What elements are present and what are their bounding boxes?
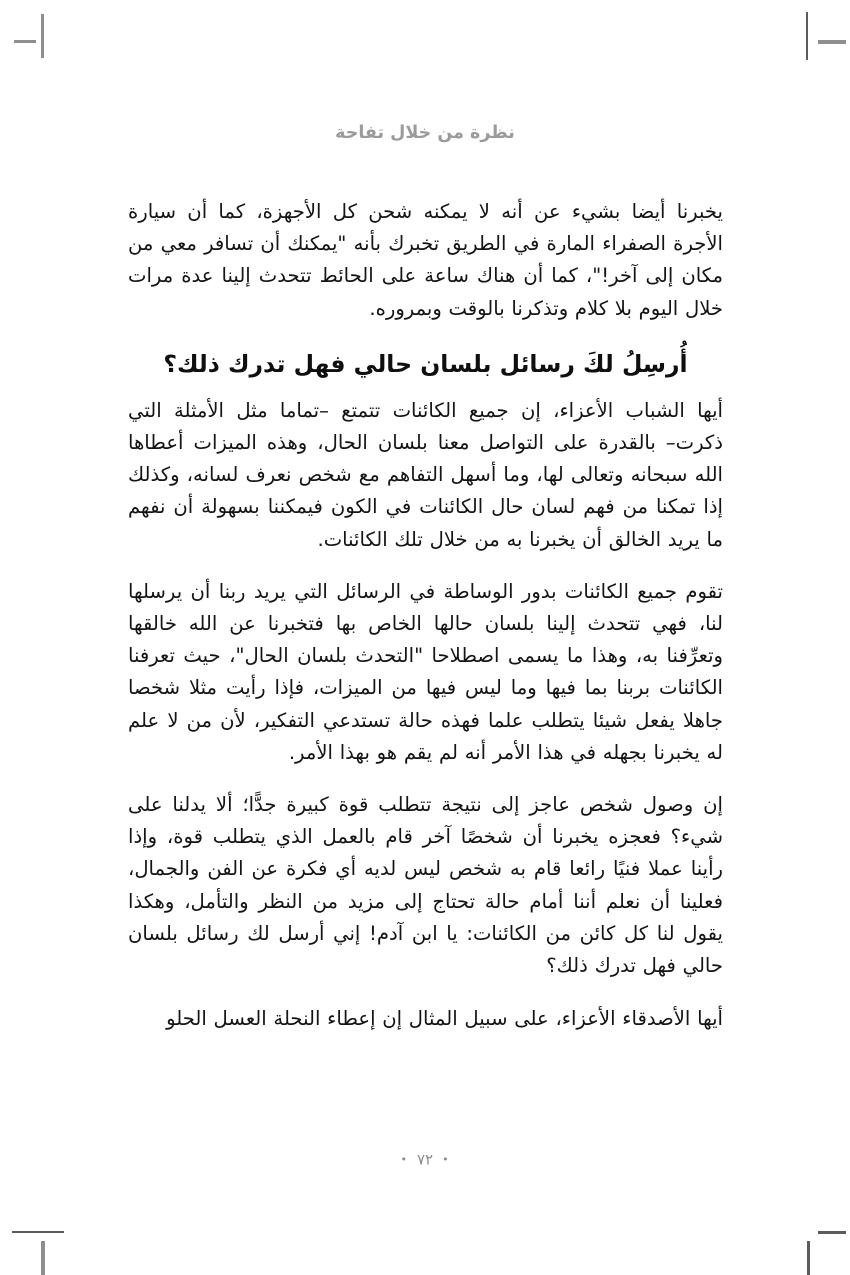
folio-dot-right: •: [442, 1153, 450, 1166]
page-folio: [0, 1150, 850, 1169]
paragraph-3: تقوم جميع الكائنات بدور الوساطة في الرسائل التي يريد ربنا أن يرسلها لنا، فهي تتحدث إلينا بلسان حالها الخاص بها فتخبرنا عن الله خالقها وتعرِّفنا به، وهذا ما يسمى اصطلاحا "التحدث بلسان الحال"، حيث تعرفنا الكائنات بربنا بما فيها وما ليس فيها من الميزات، فإذا رأيت مثلا شخصا جاهلا يفعل شيئا يتطلب علما فهذه حالة تستدعي التفكير، لأن من لا علم له يخبرنا بجهله في هذا الأمر أنه لم يقم هو بهذا الأمر.: [128, 579, 723, 764]
crop-mark-bottom-left-horizontal: [12, 1231, 64, 1233]
running-header: نظرة من خلال تفاحة: [335, 123, 515, 143]
text-column: [128, 196, 723, 1035]
paragraph-2: أيها الشباب الأعزاء، إن جميع الكائنات تتمتع –تماما مثل الأمثلة التي ذكرت– بالقدرة على التواصل معنا بلسان الحال، وهذه الميزات أعطاها الله سبحانه وتعالى لها، وما أسهل التفاهم مع شخص نعرف لسانه، وكذلك إذا تمكنا من فهم لسان حال الكائنات في الكون فيمكننا بسهولة أن نفهم ما يريد الخالق أن يخبرنا به من خلال تلك الكائنات.: [128, 398, 723, 551]
crop-mark-top-left-horizontal: [14, 40, 36, 43]
paragraph-5: أيها الأصدقاء الأعزاء، على سبيل المثال إن إعطاء النحلة العسل الحلو: [166, 1007, 723, 1031]
folio-dot-left: •: [400, 1153, 408, 1166]
crop-mark-bottom-right-vertical: [807, 1241, 810, 1275]
crop-mark-bottom-right-horizontal: [818, 1231, 846, 1234]
crop-mark-bottom-left-vertical: [41, 1241, 45, 1275]
crop-mark-top-left-vertical: [41, 14, 44, 58]
section-heading: أُرسِلُ لكَ رسائل بلسان حالي فهل تدرك ذلك؟: [163, 349, 688, 378]
crop-mark-top-right-vertical: [806, 12, 808, 60]
crop-mark-top-right-horizontal: [818, 40, 846, 44]
paragraph-1: يخبرنا أيضا بشيء عن أنه لا يمكنه شحن كل الأجهزة، كما أن سيارة الأجرة الصفراء المارة في الطريق تخبرك بأنه "يمكنك أن تسافر معي من مكان إلى آخر!"، كما أن هناك ساعة على الحائط تتحدث إلينا عدة مرات خلال اليوم بلا كلام وتذكرنا بالوقت وبمروره.: [128, 200, 723, 320]
folio-number: ٧٢: [416, 1150, 434, 1169]
paragraph-4: إن وصول شخص عاجز إلى نتيجة تتطلب قوة كبيرة جدًّا؛ ألا يدلنا على شيء؟ فعجزه يخبرنا أن شخصًا آخر قام بالعمل الذي يتطلب قوة، وإذا رأينا عملا فنيًا رائعا قام به شخص ليس لديه أي فكرة عن الفن والجمال، فعلينا أن نعلم أننا أمام حالة تحتاج إلى مزيد من النظر والتأمل، وهكذا يقول لنا كل كائن من الكائنات: يا ابن آدم! إني أرسل لك رسائل بلسان حالي فهل تدرك ذلك؟: [128, 793, 723, 978]
